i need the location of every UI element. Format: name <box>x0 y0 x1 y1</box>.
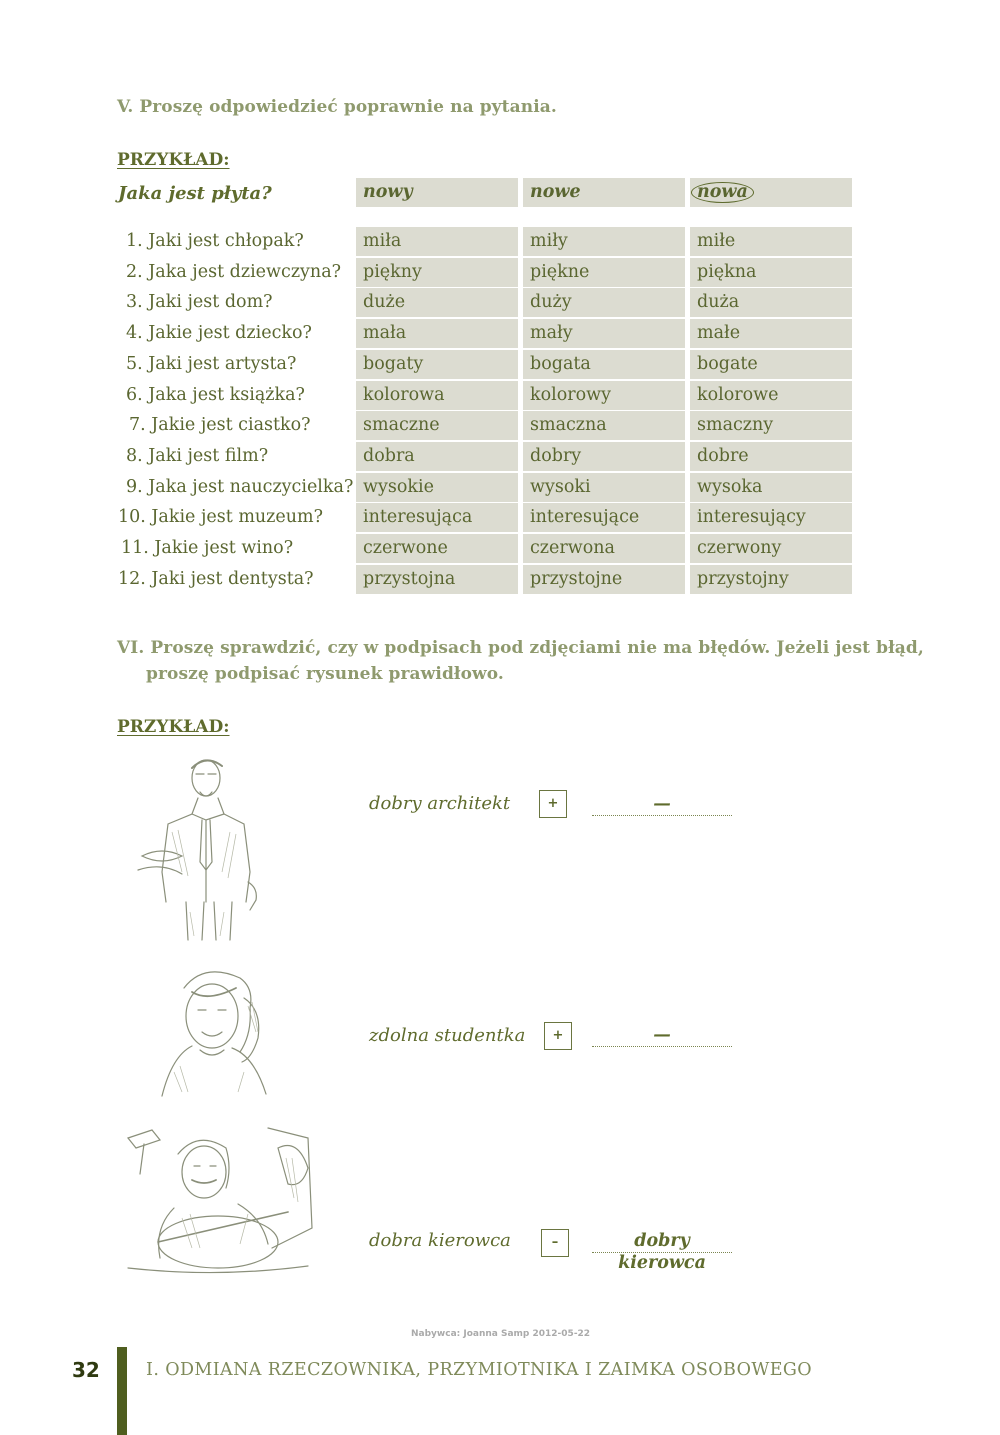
option-2-2[interactable]: piękne <box>523 258 685 287</box>
option-7-2[interactable]: smaczna <box>523 411 685 440</box>
buyer-note: Nabywca: Joanna Samp 2012-05-22 <box>411 1329 591 1339</box>
question-8: 8. Jaki jest film? <box>126 445 269 466</box>
student-sketch-icon <box>152 962 272 1106</box>
option-2-1[interactable]: piękny <box>356 258 518 287</box>
option-12-1[interactable]: przystojna <box>356 565 518 594</box>
option-6-1[interactable]: kolorowa <box>356 381 518 410</box>
mark-box-1[interactable]: + <box>539 790 567 818</box>
answer-field-3[interactable]: dobry kierowca <box>592 1230 732 1253</box>
question-1: 1. Jaki jest chłopak? <box>126 231 304 251</box>
option-7-3[interactable]: smaczny <box>690 411 852 440</box>
option-9-1[interactable]: wysokie <box>356 473 518 502</box>
question-3: 3. Jaki jest dom? <box>126 292 273 313</box>
page-number: 32 <box>72 1358 100 1382</box>
caption-1: dobry architekt <box>369 793 511 814</box>
circled-answer: nowa <box>691 182 754 203</box>
option-3-1[interactable]: duże <box>356 288 518 317</box>
option-2-3[interactable]: piękna <box>690 258 852 287</box>
mark-box-2[interactable]: + <box>544 1022 572 1050</box>
option-8-2[interactable]: dobry <box>523 442 685 471</box>
example-question: Jaka jest płyta? <box>118 183 272 204</box>
exercise-6-heading-line2: proszę podpisać rysunek prawidłowo. <box>146 664 504 684</box>
running-head: I. ODMIANA RZECZOWNIKA, PRZYMIOTNIKA I ZAIMKA OSOBOWEGO <box>146 1360 813 1380</box>
option-7-1[interactable]: smaczne <box>356 411 518 440</box>
question-4: 4. Jakie jest dziecko? <box>126 323 312 344</box>
example-option-2[interactable]: nowe <box>523 178 685 207</box>
caption-3: dobra kierowca <box>369 1230 511 1251</box>
option-1-3[interactable]: miłe <box>690 227 852 256</box>
answer-field-2[interactable]: — <box>592 1024 732 1047</box>
option-3-2[interactable]: duży <box>523 288 685 317</box>
option-4-3[interactable]: małe <box>690 319 852 348</box>
question-5: 5. Jaki jest artysta? <box>126 353 297 374</box>
example-label: PRZYKŁAD: <box>117 150 230 170</box>
architect-sketch-icon <box>128 752 278 944</box>
option-12-3[interactable]: przystojny <box>690 565 852 594</box>
option-10-3[interactable]: interesujący <box>690 503 852 532</box>
question-7: 7. Jakie jest ciastko? <box>129 415 311 436</box>
option-10-1[interactable]: interesująca <box>356 503 518 532</box>
option-8-3[interactable]: dobre <box>690 442 852 471</box>
question-11: 11. Jakie jest wino? <box>121 538 294 558</box>
option-10-2[interactable]: interesujące <box>523 503 685 532</box>
question-12: 12. Jaki jest dentysta? <box>118 568 314 589</box>
option-6-2[interactable]: kolorowy <box>523 381 685 410</box>
question-2: 2. Jaka jest dziewczyna? <box>126 261 342 282</box>
caption-2: zdolna studentka <box>369 1025 526 1046</box>
driver-sketch-icon <box>118 1118 318 1278</box>
question-10: 10. Jakie jest muzeum? <box>118 507 324 528</box>
option-5-3[interactable]: bogate <box>690 350 852 379</box>
example-option-3-circled[interactable] <box>690 178 852 207</box>
mark-box-3[interactable]: – <box>541 1229 569 1257</box>
example-option-1[interactable]: nowy <box>356 178 518 207</box>
option-9-2[interactable]: wysoki <box>523 473 685 502</box>
option-1-1[interactable]: miła <box>356 227 518 256</box>
option-12-2[interactable]: przystojne <box>523 565 685 594</box>
option-1-2[interactable]: miły <box>523 227 685 256</box>
example-label-6: PRZYKŁAD: <box>117 717 230 737</box>
option-11-2[interactable]: czerwona <box>523 534 685 563</box>
option-6-3[interactable]: kolorowe <box>690 381 852 410</box>
option-4-2[interactable]: mały <box>523 319 685 348</box>
footer-accent-bar <box>117 1347 127 1435</box>
option-3-3[interactable]: duża <box>690 288 852 317</box>
option-11-3[interactable]: czerwony <box>690 534 852 563</box>
option-4-1[interactable]: mała <box>356 319 518 348</box>
answer-field-1[interactable]: — <box>592 793 732 816</box>
question-6: 6. Jaka jest książka? <box>126 384 305 405</box>
option-9-3[interactable]: wysoka <box>690 473 852 502</box>
option-5-2[interactable]: bogata <box>523 350 685 379</box>
option-8-1[interactable]: dobra <box>356 442 518 471</box>
exercise-5-heading: V. Proszę odpowiedzieć poprawnie na pytania. <box>117 97 557 117</box>
exercise-6-heading-line1: VI. Proszę sprawdzić, czy w podpisach pod zdjęciami nie ma błędów. Jeżeli jest błąd, <box>117 638 924 658</box>
question-9: 9. Jaka jest nauczycielka? <box>126 476 354 497</box>
option-5-1[interactable]: bogaty <box>356 350 518 379</box>
option-11-1[interactable]: czerwone <box>356 534 518 563</box>
